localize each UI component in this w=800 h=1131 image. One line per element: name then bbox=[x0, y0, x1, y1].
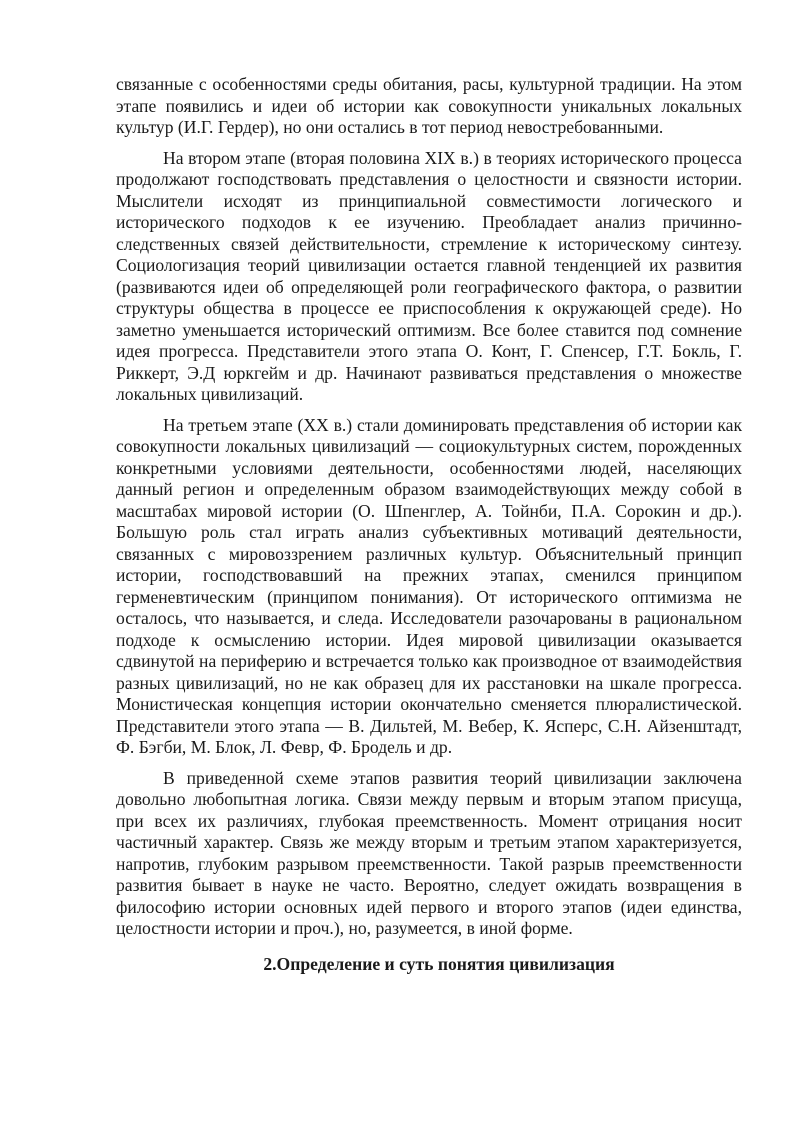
paragraph-third-stage: На третьем этапе (XX в.) стали доминировать представления об истории как совокупности локальных цивилизаций — социокультурных систем, порожденных конкретными условиями деятельности, особенностями людей, населяющих данный регион и определенным образом взаимодействующих между собой в масштабах мировой истории (О. Шпенглер, А. Тойнби, П.А. Сорокин и др.). Большую роль стал играть анализ субъективных мотиваций деятельности, связанных с мировоззрением различных культур. Объяснительный принцип истории, господствовавший на прежних этапах, сменился принципом герменевтическим (принципом понимания). От исторического оптимизма не осталось, что называется, и следа. Исследователи разочарованы в рациональном подходе к осмыслению истории. Идея мировой цивилизации оказывается сдвинутой на периферию и встречается только как производное от взаимодействия разных цивилизаций, но не как образец для их расстановки на шкале прогресса. Монистическая концепция истории окончательно сменяется плюралистической. Представители этого этапа — В. Дильтей, М. Вебер, К. Ясперс, С.Н. Айзенштадт, Ф. Бэгби, М. Блок, Л. Февр, Ф. Бродель и др. bbox=[116, 414, 742, 757]
document-text-body bbox=[116, 74, 742, 975]
paragraph-second-stage: На втором этапе (вторая половина XIX в.) в теориях исторического процесса продолжают господствовать представления о целостности и связности истории. Мыслители исходят из принципиальной совместимости логического и исторического подходов к ее изучению. Преобладает анализ причинно-следственных связей действительности, стремление к историческому синтезу. Социологизация теорий цивилизации остается главной тенденцией их развития (развиваются идеи об определяющей роли географического фактора, о развитии структуры общества в процессе ее приспособления к окружающей среде). Но заметно уменьшается исторический оптимизм. Все более ставится под сомнение идея прогресса. Представители этого этапа О. Конт, Г. Спенсер, Г.Т. Бокль, Г. Риккерт, Э.Д юркгейм и др. Начинают развиваться представления о множестве локальных цивилизаций. bbox=[116, 147, 742, 404]
paragraph-continuation: связанные с особенностями среды обитания, расы, культурной традиции. На этом этапе появились и идеи об истории как совокупности уникальных локальных культур (И.Г. Гердер), но они остались в тот период невостребованными. bbox=[116, 74, 742, 137]
paragraph-stages-logic: В приведенной схеме этапов развития теорий цивилизации заключена довольно любопытная логика. Связи между первым и вторым этапом присуща, при всех их различиях, глубокая преемственность. Момент отрицания носит частичный характер. Связь же между вторым и третьим этапом характеризуется, напротив, глубоким разрывом преемственности. Такой разрыв преемственности развития бывает в науке не часто. Вероятно, следует ожидать возвращения в философию истории основных идей первого и второго этапов (идеи единства, целостности истории и проч.), но, разумеется, в иной форме. bbox=[116, 767, 742, 938]
section-heading: 2.Определение и суть понятия цивилизация bbox=[263, 953, 615, 974]
